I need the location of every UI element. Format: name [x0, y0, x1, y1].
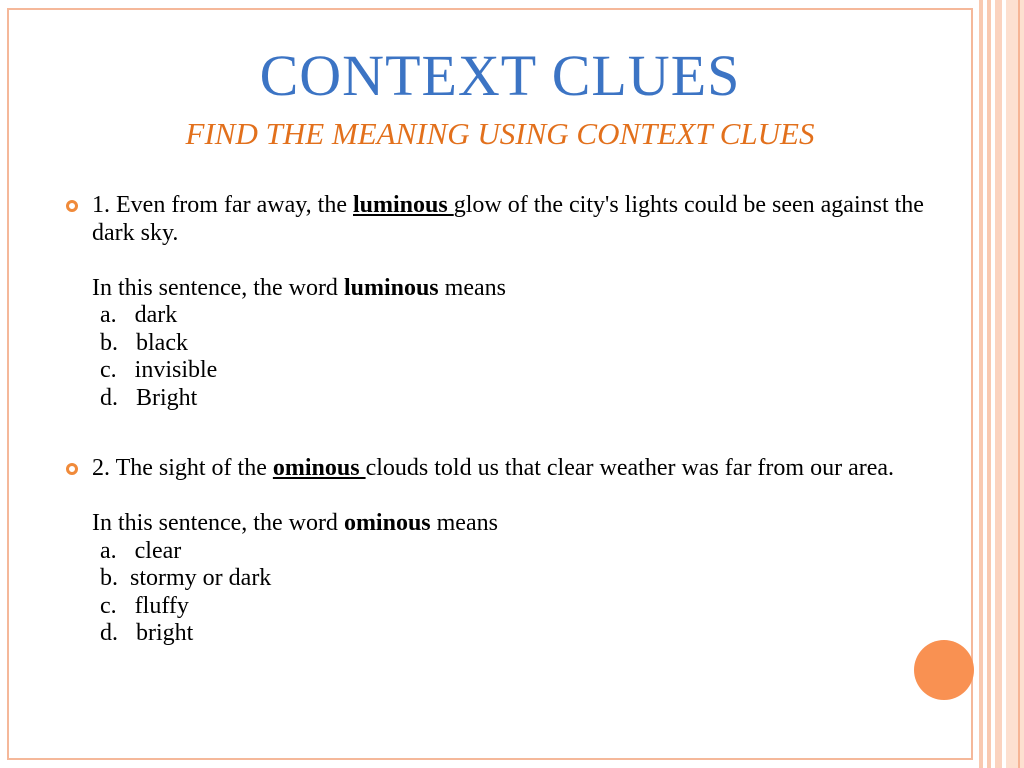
sentence-text: glow of the city's lights could be seen against the dark sky. — [92, 192, 924, 246]
decorative-stripe — [1018, 0, 1020, 768]
question-prompt — [92, 275, 932, 303]
answer-option: c. fluffy — [100, 592, 189, 619]
sentence-text: 2. The sight of the — [92, 455, 273, 481]
prompt-keyword: ominous — [343, 510, 431, 536]
answer-option: a. dark — [100, 302, 178, 328]
question-prompt — [92, 510, 932, 538]
answer-option: a. clear — [100, 537, 182, 564]
bullet-icon — [66, 200, 78, 212]
question-sentence — [92, 455, 932, 483]
question-1 — [92, 192, 932, 412]
question-2 — [92, 455, 932, 648]
bullet-icon — [66, 463, 78, 475]
answer-option: b. stormy or dark — [100, 565, 272, 591]
slide-title: CONTEXT CLUES — [259, 43, 741, 108]
decorative-circle — [914, 640, 974, 700]
prompt-text: In this sentence, the word — [92, 510, 344, 536]
prompt-text: means — [430, 510, 498, 536]
prompt-keyword: luminous — [343, 274, 439, 301]
answer-option: c. invisible — [100, 357, 218, 383]
answer-option: d. Bright — [100, 384, 198, 411]
prompt-text: In this sentence, the word — [92, 274, 344, 301]
decorative-stripe — [1006, 0, 1024, 768]
sentence-text: clouds told us that clear weather was far from our area. — [365, 455, 895, 481]
sentence-text: 1. Even from far away, the — [92, 192, 353, 218]
vocab-word: luminous — [353, 192, 454, 218]
slide-subtitle: FIND THE MEANING USING CONTEXT CLUES — [185, 116, 815, 151]
answer-option: d. bright — [100, 620, 194, 646]
question-sentence — [92, 192, 932, 247]
prompt-text: means — [438, 274, 506, 301]
answer-option: b. black — [100, 329, 188, 356]
vocab-word: ominous — [272, 455, 366, 481]
